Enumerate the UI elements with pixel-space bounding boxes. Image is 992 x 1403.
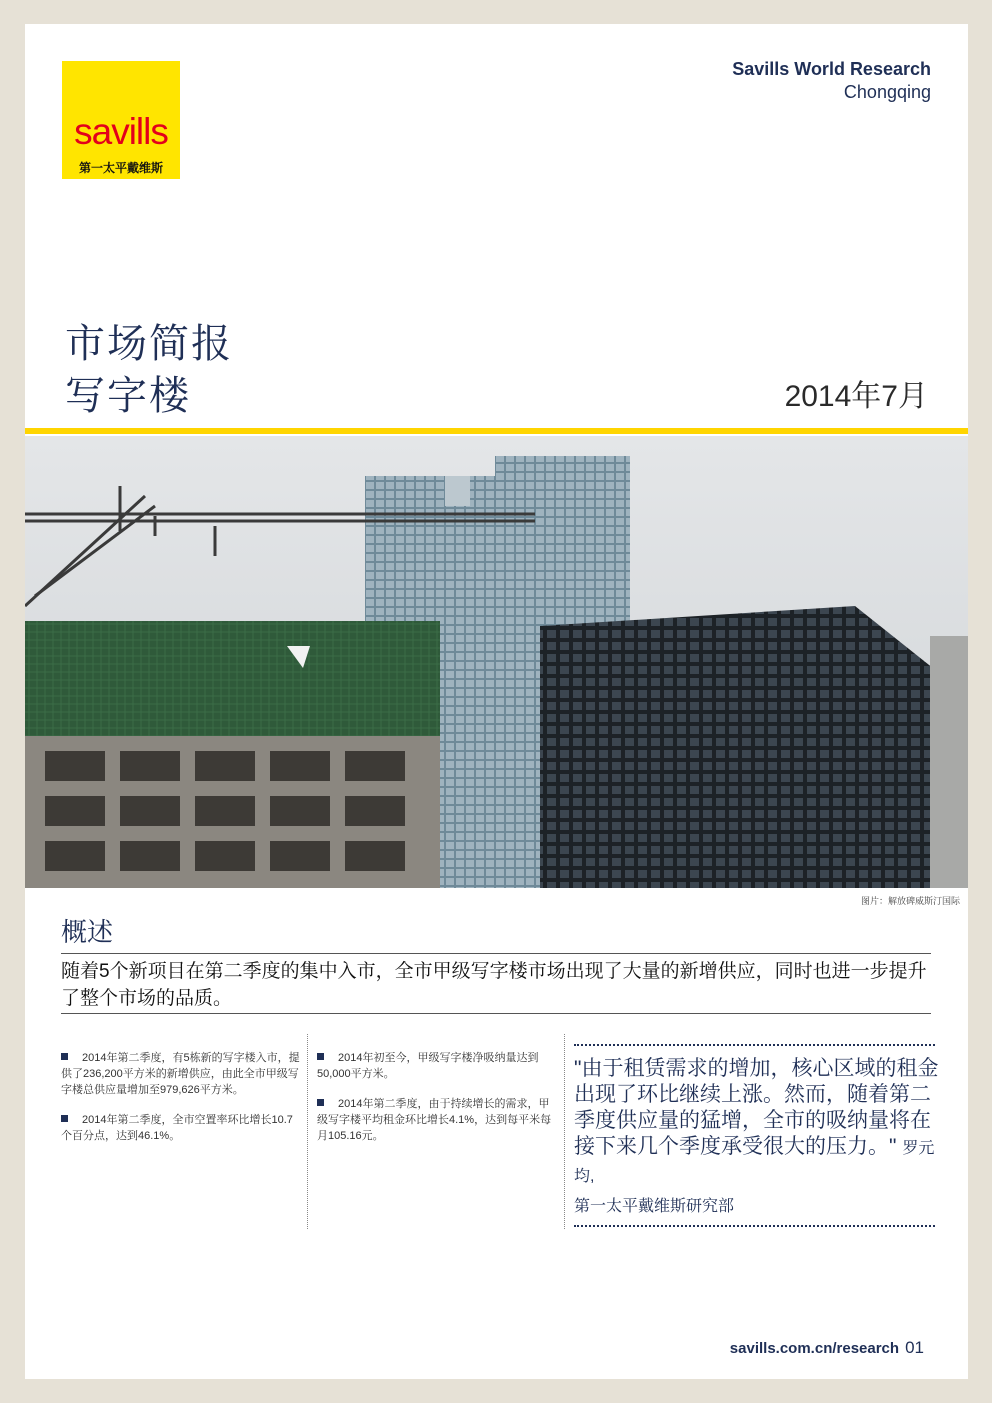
overview-rule-bottom [61,1013,931,1014]
page-number: 01 [905,1338,924,1357]
page-footer [730,1338,924,1358]
column-divider [307,1034,308,1229]
research-title: Savills World Research [732,59,931,79]
square-bullet-icon [317,1099,324,1106]
dark-office-building [540,606,968,888]
bullet-item: 2014年第二季度，有5栋新的写字楼入市，提供了236,200平方米的新增供应，由此全市甲级写字楼总供应量增加至979,626平方米。 [61,1052,300,1096]
footer-url[interactable]: savills.com.cn/research [729,1340,900,1357]
report-title-line1: 市场简报 [65,322,233,366]
overview-summary: 随着5个新项目在第二季度的集中入市，全市甲级写字楼市场出现了大量的新增供应，同时也进一步提升了整个市场的品质。 [61,961,927,1009]
research-header [732,59,931,103]
bullet-item: 2014年初至今，甲级写字楼净吸纳量达到50,000平方米。 [317,1052,539,1080]
concrete-frame [25,736,440,888]
report-title-line2: 写字楼 [65,374,191,418]
green-netted-building [25,621,440,741]
research-city: Chongqing [843,82,931,102]
report-page [25,24,968,1379]
photo-caption: 图片：解放碑威斯汀国际 [860,896,960,906]
column-divider [564,1034,565,1229]
quote-dotted-rule-bottom [574,1225,935,1227]
bullets-column-1 [61,1050,301,1158]
quote-author: 罗元均, [574,1140,935,1185]
quote-department: 第一太平戴维斯研究部 [574,1198,735,1215]
square-bullet-icon [61,1053,68,1060]
quote-dotted-rule-top [574,1044,935,1046]
logo-chinese-name: 第一太平戴维斯 [78,161,163,175]
overview-rule-top [61,953,931,954]
logo-wordmark: savills [74,111,168,152]
bullet-item: 2014年第二季度，由于持续增长的需求，甲级写字楼平均租金环比增长4.1%，达到每平米每月105.16元。 [317,1098,552,1142]
square-bullet-icon [61,1115,68,1122]
bullet-item: 2014年第二季度，全市空置率环比增长10.7个百分点，达到46.1%。 [61,1114,293,1142]
bullets-column-2 [317,1050,557,1158]
square-bullet-icon [317,1053,324,1060]
quote-text: "由于租赁需求的增加，核心区域的租金出现了环比继续上涨。然而，随着第二季度供应量的猛增，全市的吸纳量将在接下来几个季度承受很大的压力。" [574,1057,939,1158]
skyline-illustration [25,436,968,888]
cover-photo [25,436,968,888]
yellow-divider [25,428,968,434]
savills-logo [62,61,180,179]
pull-quote [574,1056,939,1220]
report-date: 2014年7月 [784,380,928,413]
overview-heading: 概述 [61,917,114,947]
